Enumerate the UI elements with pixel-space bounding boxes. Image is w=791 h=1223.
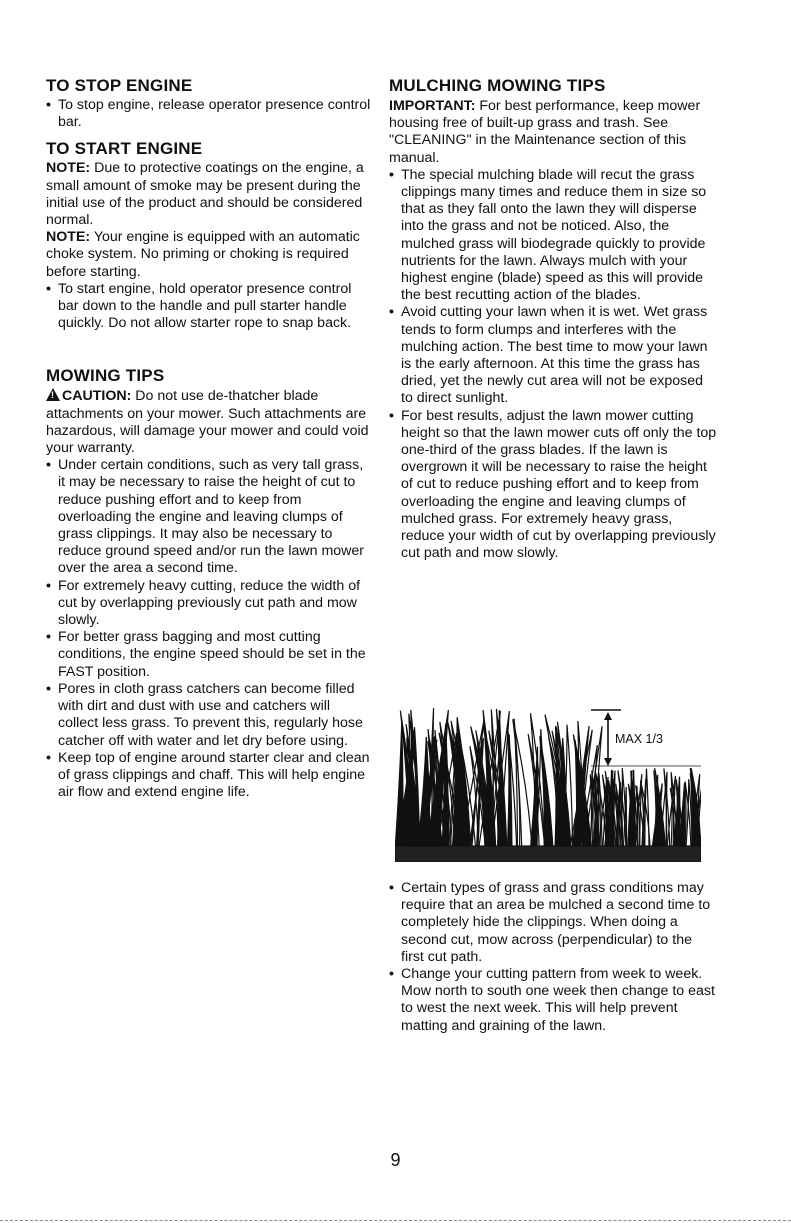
grass-height-illustration xyxy=(395,706,701,862)
mowing-tips-heading: MOWING TIPS xyxy=(46,366,165,386)
grass-base xyxy=(395,846,701,862)
stop-engine-heading: TO STOP ENGINE xyxy=(46,76,193,95)
list-item: • For best results, adjust the lawn mower cutting height so that the lawn mower cuts off only the top one-third of the grass blades. If the lawn is overgrown it will be necessary to raise the height of cut to reduce pushing effort and to keep from overloading the engine and leaving clumps of mulched grass. For extremely heavy grass, reduce your width of cut by overlapping previously cut path and mow slowly. xyxy=(389,407,717,562)
list-item: • Certain types of grass and grass conditions may require that an area be mulched a second time to completely hide the clippings. When doing a second cut, mow across (perpendicular) to the first cut path. xyxy=(389,880,711,965)
list-item: • Change your cutting pattern from week to week. Mow north to south one week then change to east to west the next week. This will help prevent matting and graining of the lawn. xyxy=(389,966,715,1034)
start-engine-note-choke: NOTE: Your engine is equipped with an automatic choke system. No priming or choking is required before starting. xyxy=(46,229,360,280)
start-engine-note-smoke: NOTE: Due to protective coatings on the engine, a small amount of smoke may be present during the initial use of the product and should be considered normal. xyxy=(46,160,364,229)
right-column-lower xyxy=(389,880,717,1035)
start-engine-list xyxy=(46,281,371,333)
mulching-heading: MULCHING MOWING TIPS xyxy=(389,76,606,95)
mulching-important: IMPORTANT: For best performance, keep mower housing free of built-up grass and trash. See "CLEANING" in the Maintenance section of this manual. xyxy=(389,98,701,166)
page-number: 9 xyxy=(390,1150,401,1170)
mowing-tips-list xyxy=(46,457,371,801)
mulching-list xyxy=(389,167,717,563)
list-item: • Keep top of engine around starter clear and clean of grass clippings and chaff. This will help engine air flow and extend engine life. xyxy=(46,749,370,801)
list-item: • Pores in cloth grass catchers can become filled with dirt and dust with use and catchers will collect less grass. To prevent this, regularly hose catcher off with water and let dry before using. xyxy=(46,680,363,749)
list-item: • For extremely heavy cutting, reduce the width of cut by overlapping previously cut path and mow slowly. xyxy=(46,577,361,629)
start-engine-heading: TO START ENGINE xyxy=(46,139,203,159)
stop-engine-list xyxy=(46,97,371,131)
mowing-caution: !CAUTION: Do not use de-thatcher blade attachments on your mower. Such attachments are hazardous, will damage your mower and could void your warranty. xyxy=(46,388,371,457)
grass-blade xyxy=(507,734,512,862)
page-bottom-edge xyxy=(0,1220,791,1221)
mulching-list-continued xyxy=(389,880,717,1035)
list-item: • Under certain conditions, such as very tall grass, it may be necessary to raise the height of cut to reduce pushing effort and to keep from overloading the engine and leaving clumps of grass clippings. It may also be necessary to reduce ground speed and/or run the lawn mower over the area a second time. xyxy=(46,457,365,577)
list-item: • For better grass bagging and most cutting conditions, the engine speed should be set in the FAST position. xyxy=(46,629,366,680)
list-item: • To stop engine, release operator presence control bar. xyxy=(46,97,371,131)
grass-blade xyxy=(514,719,522,862)
warning-triangle-icon xyxy=(46,388,60,401)
list-item: • The special mulching blade will recut the grass clippings many times and reduce them in size so that as they fall onto the lawn they will disperse into the grass and not be noticed. Also, the mulched grass will biodegrade quickly to provide nutrients for the lawn. Always mulch with your highest engine (blade) speed as this will provide the best recutting action of the blades. xyxy=(389,166,707,304)
list-item: • To start engine, hold operator presence control bar down to the handle and pull starter handle quickly. Do not allow starter rope to snap back. xyxy=(46,280,352,332)
right-column xyxy=(389,76,717,562)
max-one-third-label: MAX 1/3 xyxy=(615,732,663,746)
list-item: • Avoid cutting your lawn when it is wet. Wet grass tends to form clumps and interferes with the mulching action. The best time to mow your lawn is the early afternoon. At this time the grass has dried, yet the newly cut area will not be exposed to direct sunlight. xyxy=(389,304,708,407)
left-column xyxy=(46,76,371,801)
